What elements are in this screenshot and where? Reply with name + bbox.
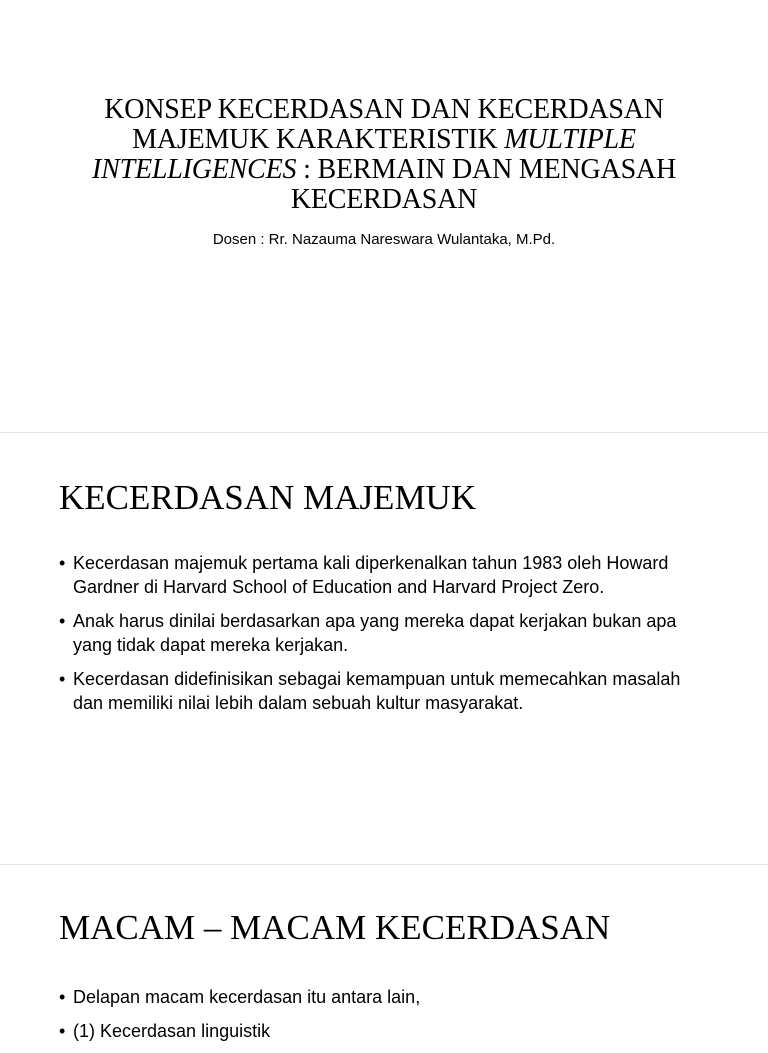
- slide-macam-kecerdasan: [0, 864, 768, 1041]
- slide-heading: MACAM – MACAM KECERDASAN: [59, 908, 611, 947]
- bullet-marker: •: [59, 611, 66, 631]
- title-text-part-1: KONSEP KECERDASAN DAN KECERDASAN MAJEMUK KARAKTERISTIK: [104, 94, 664, 155]
- bullet-marker: •: [59, 1021, 66, 1041]
- lecturer-subtitle: Dosen : Rr. Nazauma Nareswara Wulantaka, M.Pd.: [212, 231, 556, 248]
- bullet-item: [59, 667, 709, 715]
- bullet-text: (1) Kecerdasan linguistik: [73, 1021, 271, 1041]
- bullet-item: [59, 551, 709, 599]
- slide-heading: KECERDASAN MAJEMUK: [59, 478, 477, 517]
- bullet-item: [59, 985, 709, 1009]
- bullet-list: [59, 985, 709, 1053]
- bullet-marker: •: [59, 987, 66, 1007]
- bullet-text: Kecerdasan majemuk pertama kali diperkenalkan tahun 1983 oleh Howard Gardner di Harvard School of Education and Harvard Project Zero.: [73, 553, 669, 597]
- bullet-list: [59, 551, 709, 725]
- slide-kecerdasan-majemuk: [0, 432, 768, 865]
- bullet-marker: •: [59, 669, 66, 689]
- title-text-italic: MULTIPLE INTELLIGENCES: [92, 124, 636, 185]
- bullet-text: Kecerdasan didefinisikan sebagai kemampuan untuk memecahkan masalah dan memiliki nilai lebih dalam sebuah kultur masyarakat.: [73, 669, 681, 713]
- title-text-part-3: : BERMAIN DAN MENGASAH KECERDASAN: [290, 154, 676, 215]
- bullet-text: Anak harus dinilai berdasarkan apa yang mereka dapat kerjakan bukan apa yang tidak dapat mereka kerjakan.: [73, 611, 677, 655]
- slide-title: [0, 0, 768, 432]
- bullet-marker: •: [59, 553, 66, 573]
- presentation-title: [60, 95, 708, 215]
- bullet-item: [59, 609, 709, 657]
- bullet-text: Delapan macam kecerdasan itu antara lain,: [73, 987, 421, 1007]
- bullet-item: [59, 1019, 709, 1043]
